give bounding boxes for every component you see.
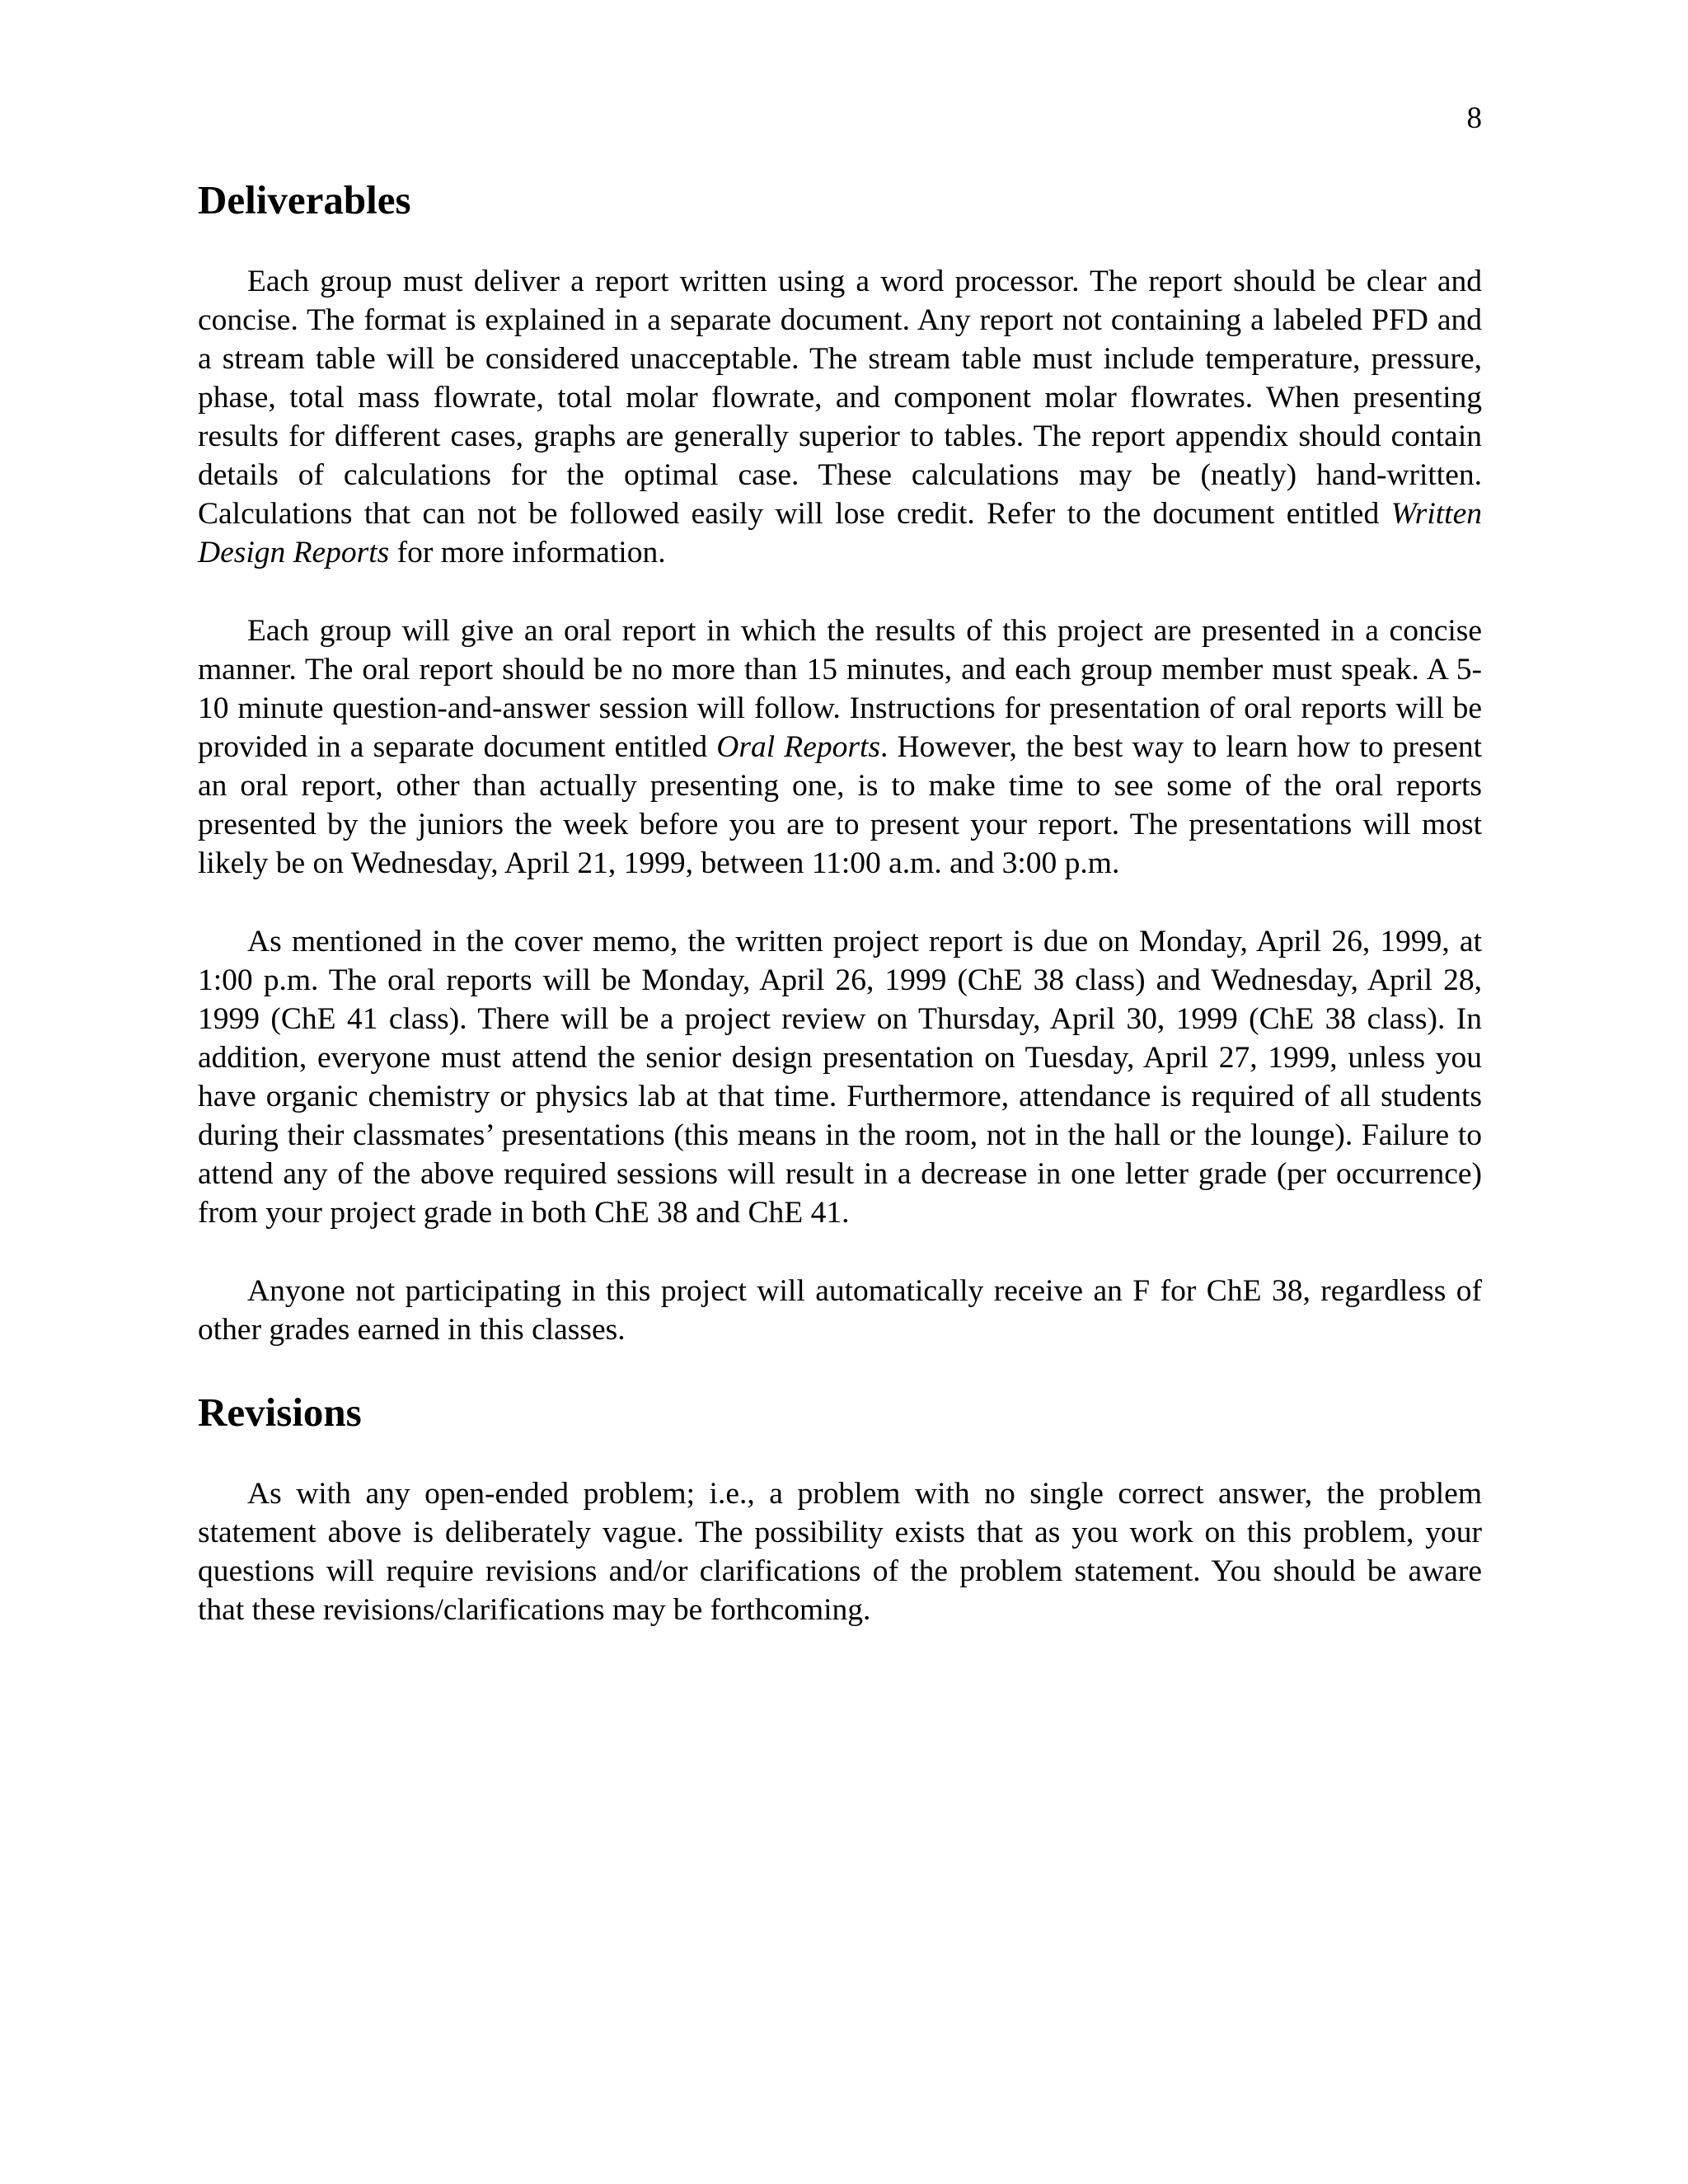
deliverables-paragraph-written-report bbox=[198, 262, 1482, 572]
written-report-text: Each group must deliver a report written using a word processor. The report should be clear and concise. The format is explained in a separate document. Any report not containing a labeled PFD and a stream table will be considered unacceptable. The stream table must include temperature, pressure, phase, total mass flowrate, total molar flowrate, and component molar flowrates. When presenting results for different cases, graphs are generally superior to tables. The report appendix should contain details of calculations for the optimal case. These calculations may be (neatly) hand-written. Calculations that can not be followed easily will lose credit. Refer to the document entitled bbox=[198, 264, 1482, 531]
revisions-heading: Revisions bbox=[198, 1389, 362, 1435]
deliverables-paragraph-schedule: As mentioned in the cover memo, the written project report is due on Monday, April 26, 1999, at 1:00 p.m. The oral reports will be Monday, April 26, 1999 (ChE 38 class) and Wednesday, April 28, 1999 (ChE 41 class). There will be a project review on Thursday, April 30, 1999 (ChE 38 class). In addition, everyone must attend the senior design presentation on Tuesday, April 27, 1999, unless you have organic chemistry or physics lab at that time. Furthermore, attendance is required of all students during their classmates’ presentations (this means in the room, not in the hall or the lounge). Failure to attend any of the above required sessions will result in a decrease in one letter grade (per occurrence) from your project grade in both ChE 38 and ChE 41. bbox=[198, 924, 1482, 1230]
deliverables-heading: Deliverables bbox=[198, 177, 411, 223]
section-revisions bbox=[198, 1389, 1482, 1629]
page-number: 8 bbox=[1466, 101, 1482, 135]
deliverables-paragraph-participation: Anyone not participating in this project will automatically receive an F for ChE 38, regardless of other grades earned in this classes. bbox=[198, 1273, 1482, 1347]
section-deliverables bbox=[198, 176, 1482, 1349]
deliverables-paragraph-oral-report bbox=[198, 612, 1482, 883]
oral-reports-title: Oral Reports bbox=[716, 729, 880, 764]
written-report-text-end: for more information. bbox=[389, 535, 666, 569]
document-body bbox=[198, 176, 1482, 1629]
written-design-reports-title: Written Design Reports bbox=[198, 496, 1482, 569]
revisions-paragraph: As with any open-ended problem; i.e., a problem with no single correct answer, the problem statement above is deliberately vague. The possibility exists that as you work on this problem, your questions will require revisions and/or clarifications of the problem statement. You should be aware that these revisions/clarifications may be forthcoming. bbox=[198, 1476, 1482, 1627]
oral-report-text: Each group will give an oral report in which the results of this project are presented in a concise manner. The oral report should be no more than 15 minutes, and each group member must speak. A 5-10 minute question-and-answer session will follow. Instructions for presentation of oral reports will be provided in a separate document entitled bbox=[198, 613, 1482, 764]
oral-report-text-end: . However, the best way to learn how to present an oral report, other than actually presenting one, is to make time to see some of the oral reports presented by the juniors the week before you are to present your report. The presentations will most likely be on Wednesday, April 21, 1999, between 11:00 a.m. and 3:00 p.m. bbox=[198, 729, 1483, 880]
